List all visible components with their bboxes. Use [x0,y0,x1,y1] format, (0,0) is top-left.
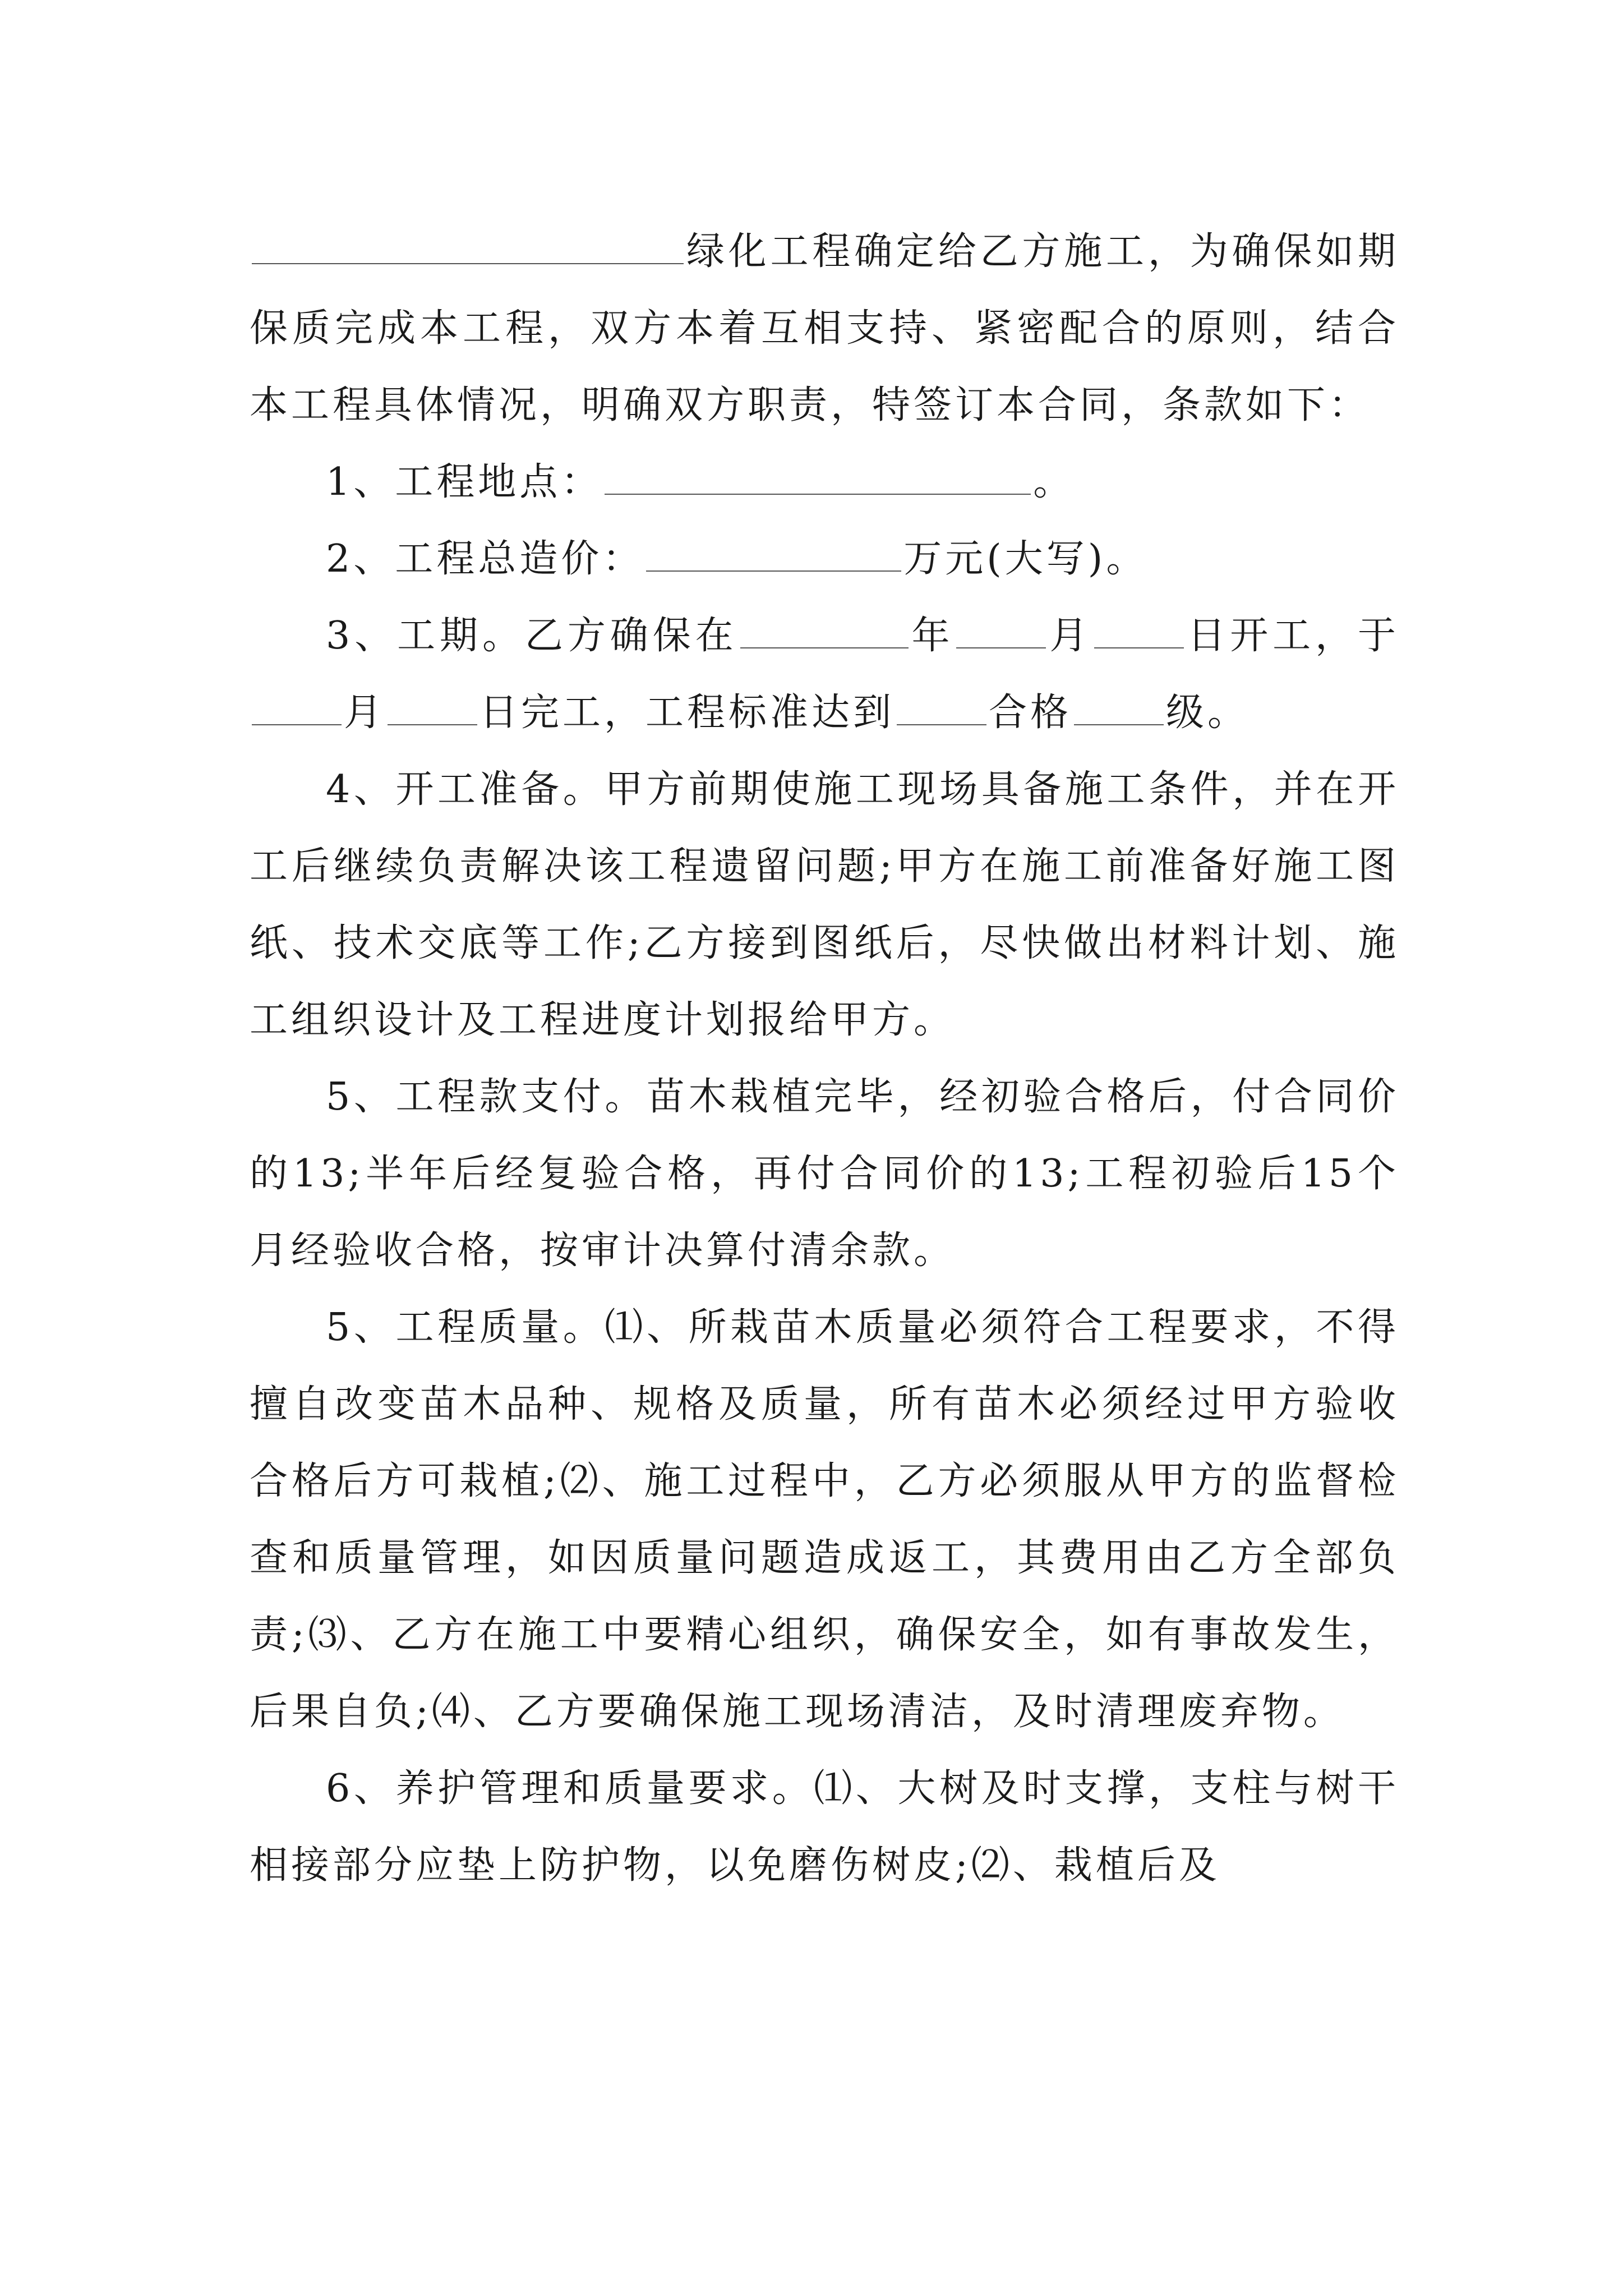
intro-paragraph [250,213,1399,444]
project-name-blank [252,228,684,264]
clause-schedule [250,597,1399,751]
clause-location-label: 1、工程地点： [326,460,603,504]
end-month-label: 月 [344,691,386,735]
clause-maintenance: 6、养护管理和质量要求。⑴、大树及时支撑，支柱与树干相接部分应垫上防护物，以免磨伤树皮;⑵、栽植后及 [250,1766,1399,1888]
location-blank [605,459,1031,495]
intro-text: 绿化工程确定给乙方施工，为确保如期保质完成本工程，双方本着互相支持、紧密配合的原则，结合本工程具体情况，明确双方职责，特签订本合同，条款如下： [250,229,1399,427]
start-day-blank [1094,613,1184,648]
end-day-blank [388,689,477,725]
clause-cost [250,521,1399,597]
cost-blank [646,536,901,572]
clause-location-suffix: 。 [1033,460,1075,504]
grade-label: 合格 [989,691,1072,735]
clause-preparation: 4、开工准备。甲方前期使施工现场具备施工条件，并在开工后继续负责解决该工程遗留问题;甲方在施工前准备好施工图纸、技术交底等工作;乙方接到图纸后，尽快做出材料计划、施工组织设计及工程进度计划报给甲方。 [250,767,1399,1042]
end-day-label: 日完工，工程标准达到 [479,691,895,735]
clause-cost-suffix: 万元(大写)。 [903,537,1148,581]
year-label: 年 [910,614,955,658]
end-month-blank [252,689,342,725]
grade-level-blank [1074,689,1164,725]
clause-cost-label: 2、工程总造价： [326,537,644,581]
level-label: 级。 [1166,691,1249,735]
contract-page [250,213,1399,1904]
clause-payment: 5、工程款支付。苗木栽植完毕，经初验合格后，付合同价的13;半年后经复验合格，再付合同价的13;工程初验后15个月经验收合格，按审计决算付清余款。 [250,1075,1399,1273]
clause-quality: 5、工程质量。⑴、所栽苗木质量必须符合工程要求，不得擅自改变苗木品种、规格及质量，所有苗木必须经过甲方验收合格后方可栽植;⑵、施工过程中，乙方必须服从甲方的监督检查和质量管理，如因质量问题造成返工，其费用由乙方全部负责;⑶、乙方在施工中要精心组织，确保安全，如有事故发生，后果自负;⑷、乙方要确保施工现场清洁，及时清理废弃物。 [250,1305,1399,1734]
standard-blank [897,689,986,725]
clause-location [250,444,1399,521]
start-year-blank [740,613,909,648]
clause-schedule-label: 3、工期。乙方确保在 [326,614,738,658]
month-label: 月 [1048,614,1092,658]
start-day-label: 日开工，于 [1186,614,1399,658]
start-month-blank [956,613,1046,648]
